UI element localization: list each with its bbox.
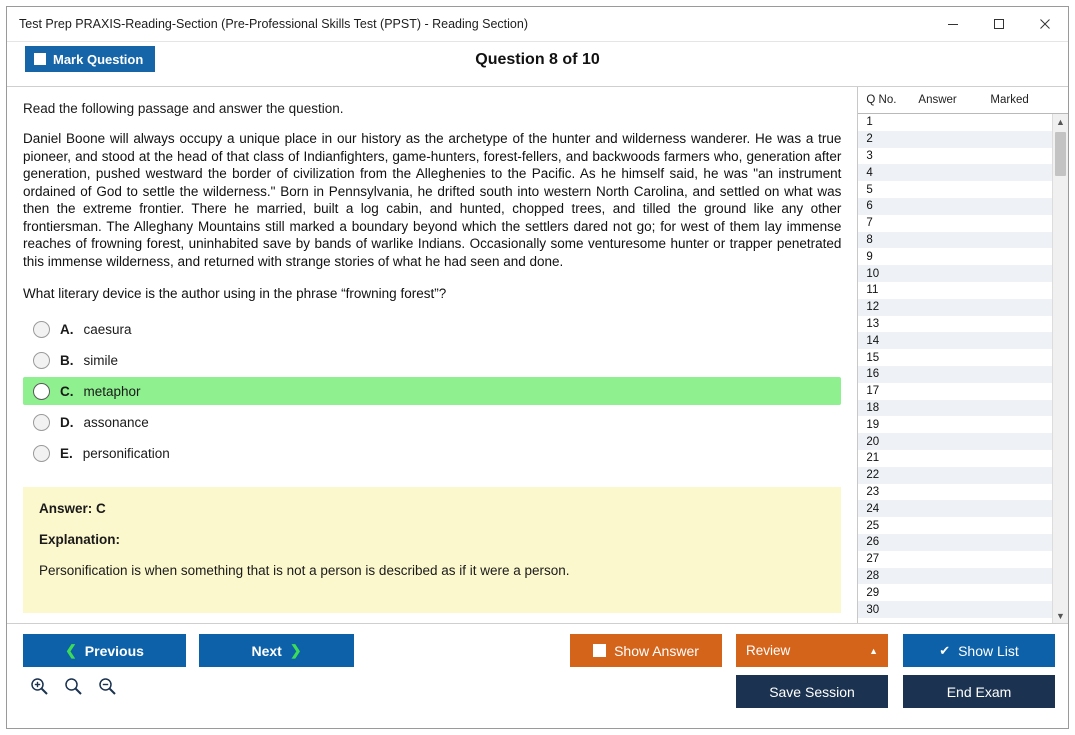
option-letter: B. <box>60 352 74 368</box>
table-row[interactable] <box>858 534 1052 551</box>
table-row[interactable] <box>858 148 1052 165</box>
cell-qno: 14 <box>866 334 880 347</box>
chevron-right-icon: ❯ <box>289 642 302 658</box>
table-row[interactable] <box>858 299 1052 316</box>
window-title: Test Prep PRAXIS-Reading-Section (Pre-Professional Skills Test (PPST) - Reading Section) <box>19 17 529 31</box>
cell-qno: 19 <box>866 418 880 431</box>
table-row[interactable] <box>858 181 1052 198</box>
next-label: Next <box>251 642 282 659</box>
chevron-up-icon: ▲ <box>869 645 878 656</box>
question-list-rows <box>858 114 1052 623</box>
show-list-button[interactable] <box>903 634 1055 667</box>
table-row[interactable] <box>858 282 1052 299</box>
table-row[interactable] <box>858 601 1052 618</box>
mark-question-label: Mark Question <box>53 51 144 67</box>
show-answer-label: Show Answer <box>614 642 699 659</box>
table-row[interactable] <box>858 332 1052 349</box>
table-row[interactable] <box>858 114 1052 131</box>
table-row[interactable] <box>858 349 1052 366</box>
radio-icon[interactable] <box>33 414 50 431</box>
option-letter: E. <box>60 445 73 461</box>
show-answer-checkbox-icon <box>593 644 606 657</box>
column-header-marked: Marked <box>990 94 1029 106</box>
cell-qno: 16 <box>866 368 880 381</box>
option-letter: A. <box>60 321 74 337</box>
cell-qno: 13 <box>866 317 880 330</box>
cell-qno: 10 <box>866 267 880 280</box>
option-d[interactable] <box>23 408 841 436</box>
cell-qno: 26 <box>866 536 880 549</box>
show-list-label: Show List <box>958 642 1019 659</box>
table-row[interactable] <box>858 383 1052 400</box>
cell-qno: 27 <box>866 553 880 566</box>
cell-qno: 3 <box>866 149 873 162</box>
cell-qno: 24 <box>866 502 880 515</box>
option-text: personification <box>82 445 170 461</box>
close-icon[interactable] <box>1022 8 1068 40</box>
question-prompt: What literary device is the author using in the phrase “frowning forest”? <box>23 286 447 301</box>
cell-qno: 11 <box>866 284 879 297</box>
option-text: simile <box>83 352 119 368</box>
radio-icon[interactable] <box>33 352 50 369</box>
cell-qno: 9 <box>866 250 873 263</box>
option-letter: D. <box>60 414 74 430</box>
table-row[interactable] <box>858 450 1052 467</box>
explanation-text: Personification is when something that is not a person is described as if it were a person. <box>39 563 570 578</box>
window-controls <box>930 8 1068 40</box>
question-list-panel <box>857 87 1068 623</box>
save-session-label: Save Session <box>769 683 855 700</box>
exam-header <box>7 42 1068 86</box>
radio-icon[interactable] <box>33 383 50 400</box>
table-row[interactable] <box>858 484 1052 501</box>
mark-question-button[interactable] <box>25 46 155 72</box>
cell-qno: 30 <box>866 603 880 616</box>
save-session-button[interactable] <box>736 675 888 708</box>
previous-label: Previous <box>84 642 144 659</box>
table-row[interactable] <box>858 164 1052 181</box>
radio-icon[interactable] <box>33 321 50 338</box>
zoom-reset-icon[interactable] <box>63 676 83 699</box>
cell-qno: 21 <box>866 452 880 465</box>
table-row[interactable] <box>858 584 1052 601</box>
cell-qno: 18 <box>866 401 880 414</box>
table-row[interactable] <box>858 551 1052 568</box>
option-c[interactable] <box>23 377 841 405</box>
table-row[interactable] <box>858 568 1052 585</box>
cell-qno: 29 <box>866 586 880 599</box>
cell-qno: 15 <box>866 351 880 364</box>
answer-options <box>23 315 841 467</box>
answer-label: Answer: C <box>39 501 106 516</box>
question-list-header <box>858 87 1068 114</box>
question-content <box>7 87 857 623</box>
exam-footer <box>7 623 1068 728</box>
exam-window <box>6 6 1069 729</box>
table-row[interactable] <box>858 248 1052 265</box>
option-a[interactable] <box>23 315 841 343</box>
column-header-answer: Answer <box>918 94 957 106</box>
cell-qno: 22 <box>866 469 880 482</box>
review-label: Review <box>746 643 791 658</box>
option-text: caesura <box>83 321 132 337</box>
cell-qno: 2 <box>866 133 873 146</box>
cell-qno: 17 <box>866 385 880 398</box>
question-list-scrollbar[interactable] <box>1052 114 1068 623</box>
scrollbar-thumb[interactable] <box>1055 132 1066 176</box>
option-text: assonance <box>83 414 149 430</box>
exam-body <box>7 86 1068 623</box>
cell-qno: 20 <box>866 435 880 448</box>
cell-qno: 23 <box>866 485 880 498</box>
cell-qno: 4 <box>866 166 873 179</box>
cell-qno: 7 <box>866 217 873 230</box>
table-row[interactable] <box>858 316 1052 333</box>
table-row[interactable] <box>858 265 1052 282</box>
question-list-scroll-area <box>858 114 1068 623</box>
cell-qno: 12 <box>866 301 880 314</box>
next-button[interactable] <box>199 634 354 667</box>
table-row[interactable] <box>858 400 1052 417</box>
table-row[interactable] <box>858 517 1052 534</box>
table-row[interactable] <box>858 433 1052 450</box>
table-row[interactable] <box>858 198 1052 215</box>
radio-icon[interactable] <box>33 445 50 462</box>
table-row[interactable] <box>858 215 1052 232</box>
explanation-label: Explanation: <box>39 532 121 547</box>
column-header-qno: Q No. <box>866 94 897 106</box>
title-bar <box>7 7 1068 42</box>
cell-qno: 28 <box>866 569 880 582</box>
end-exam-label: End Exam <box>946 683 1012 700</box>
option-e[interactable] <box>23 439 841 467</box>
cell-qno: 1 <box>866 116 873 129</box>
answer-explanation-box <box>23 487 841 613</box>
table-row[interactable] <box>858 500 1052 517</box>
instruction-text: Read the following passage and answer the question. <box>23 101 344 116</box>
option-b[interactable] <box>23 346 841 374</box>
passage-text: Daniel Boone will always occupy a unique place in our history as the archetype of the hunter and wilderness wanderer. He was a true pioneer, and stood at the head of that class of Indianfighters, game-hunters, forest-fellers, and backwoods farmers who, generation after generation, pushed westward the border of civilization from the Alleghenies to the Pacific. As he himself said, he was "an instrument ordained of God to settle the wilderness." Born in Pennsylvania, he drifted south into western North Carolina, and settled on what was then the extreme frontier. There he married, built a log cabin, and hunted, chopped trees, and tilled the ground like any other frontiersman. The Alleghany Mountains still marked a boundary beyond which the settlers dared not go; for west of them lay immense reaches of frowning forest, uninhabited save by bands of warlike Indians. Occasionally some venturesome hunter or trapper penetrated this immense wilderness, and returned with strange stories of what he had seen and done. <box>23 131 842 269</box>
previous-button[interactable] <box>23 634 186 667</box>
cell-qno: 8 <box>866 233 873 246</box>
cell-qno: 6 <box>866 200 873 213</box>
page-title: Question 8 of 10 <box>475 51 600 68</box>
scroll-down-icon[interactable]: ▼ <box>1053 608 1068 623</box>
option-text: metaphor <box>83 383 141 399</box>
chevron-left-icon: ❮ <box>65 642 77 658</box>
show-list-checkbox-icon: ✔ <box>939 642 951 658</box>
zoom-controls <box>29 676 117 699</box>
table-row[interactable] <box>858 232 1052 249</box>
show-answer-button[interactable] <box>570 634 722 667</box>
zoom-in-icon[interactable] <box>29 676 49 699</box>
cell-qno: 25 <box>866 519 880 532</box>
table-row[interactable] <box>858 131 1052 148</box>
option-letter: C. <box>60 383 74 399</box>
scroll-up-icon[interactable]: ▲ <box>1053 114 1068 129</box>
maximize-icon[interactable] <box>976 8 1022 40</box>
minimize-icon[interactable] <box>930 8 976 40</box>
zoom-out-icon[interactable] <box>97 676 117 699</box>
table-row[interactable] <box>858 416 1052 433</box>
table-row[interactable] <box>858 467 1052 484</box>
end-exam-button[interactable] <box>903 675 1055 708</box>
review-dropdown-button[interactable] <box>736 634 888 667</box>
table-row[interactable] <box>858 366 1052 383</box>
mark-question-checkbox-icon <box>34 53 46 65</box>
cell-qno: 5 <box>866 183 873 196</box>
